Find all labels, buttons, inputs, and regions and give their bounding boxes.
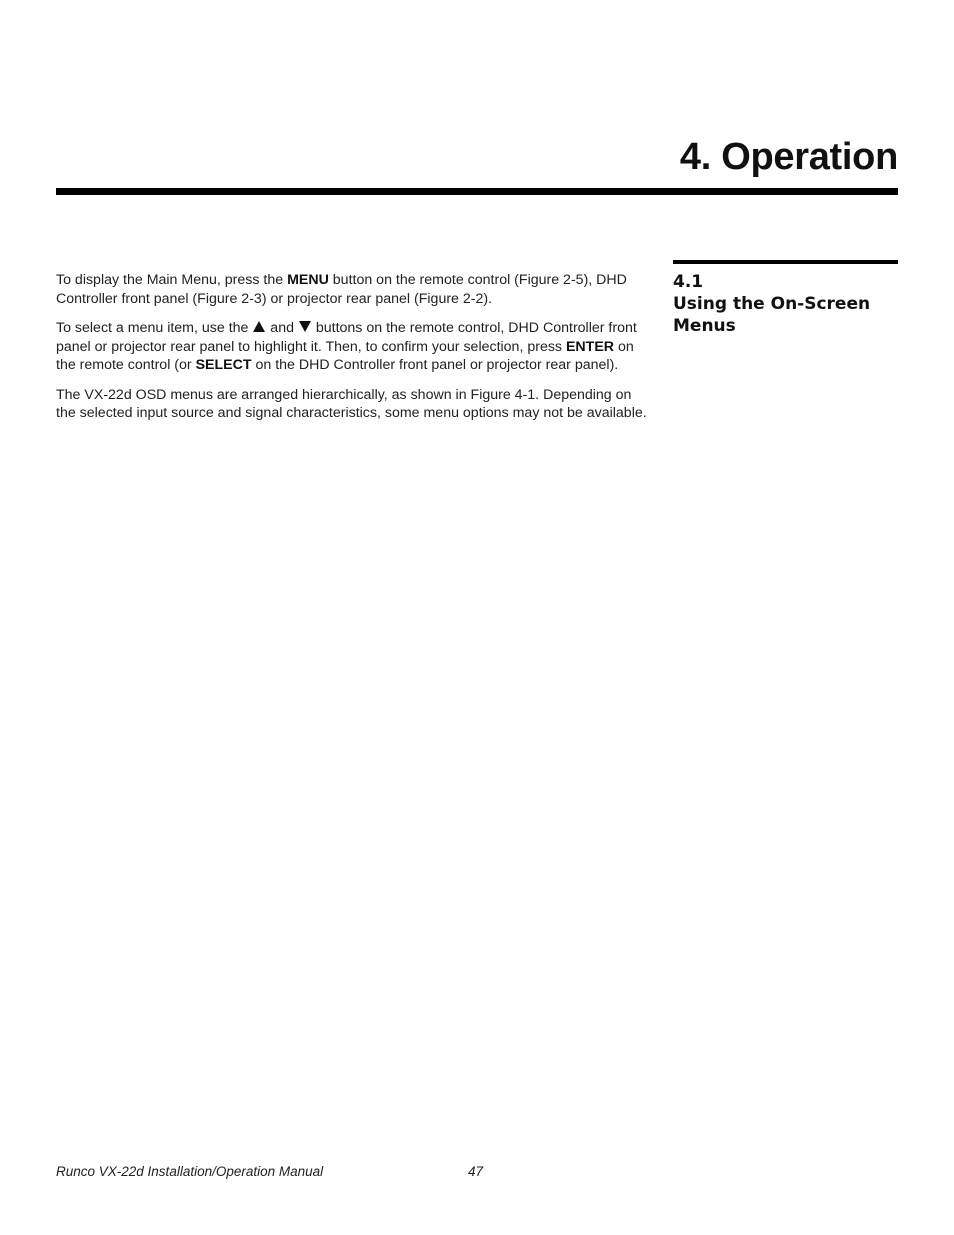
section-rule [673,260,898,264]
chapter-rule [56,188,898,195]
footer-page-number: 47 [468,1164,484,1179]
up-triangle-icon [253,321,265,332]
section-title-line2: Menus [673,316,736,336]
text-run: on the DHD Controller front panel or projector rear panel). [251,357,619,374]
text-run: buttons on the remote control, DHD Controller front panel or projector rear panel to highlight it. Then, to confirm your selection, press [56,319,637,355]
text-run: button on the remote control (Figure 2-5), DHD Controller front panel (Figure 2-3) or projector rear panel (Figure 2-2). [56,272,627,307]
paragraph-main-menu [56,271,654,308]
down-triangle-icon [299,321,311,332]
section-number: 4.1 [673,272,704,292]
footer-manual-title: Runco VX-22d Installation/Operation Manual [56,1164,324,1179]
menu-key-label: MENU [287,272,329,288]
enter-key-label: ENTER [565,338,615,355]
section-title-line1: Using the On-Screen [673,294,871,314]
text-run: and [266,319,298,336]
text-run: on the remote control (or [56,338,634,374]
select-key-label: SELECT [195,357,252,374]
body-text [56,271,654,433]
paragraph-osd-hierarchy: The VX-22d OSD menus are arranged hierarchically, as shown in Figure 4-1. Depending on the selected input source and signal characteristics, some menu options may not be available. [56,386,647,422]
chapter-title: 4. Operation [679,136,898,178]
text-run: To select a menu item, use the [56,319,253,336]
section-heading [673,271,898,337]
text-run: To display the Main Menu, press the [56,272,288,288]
paragraph-select-item [56,319,654,375]
